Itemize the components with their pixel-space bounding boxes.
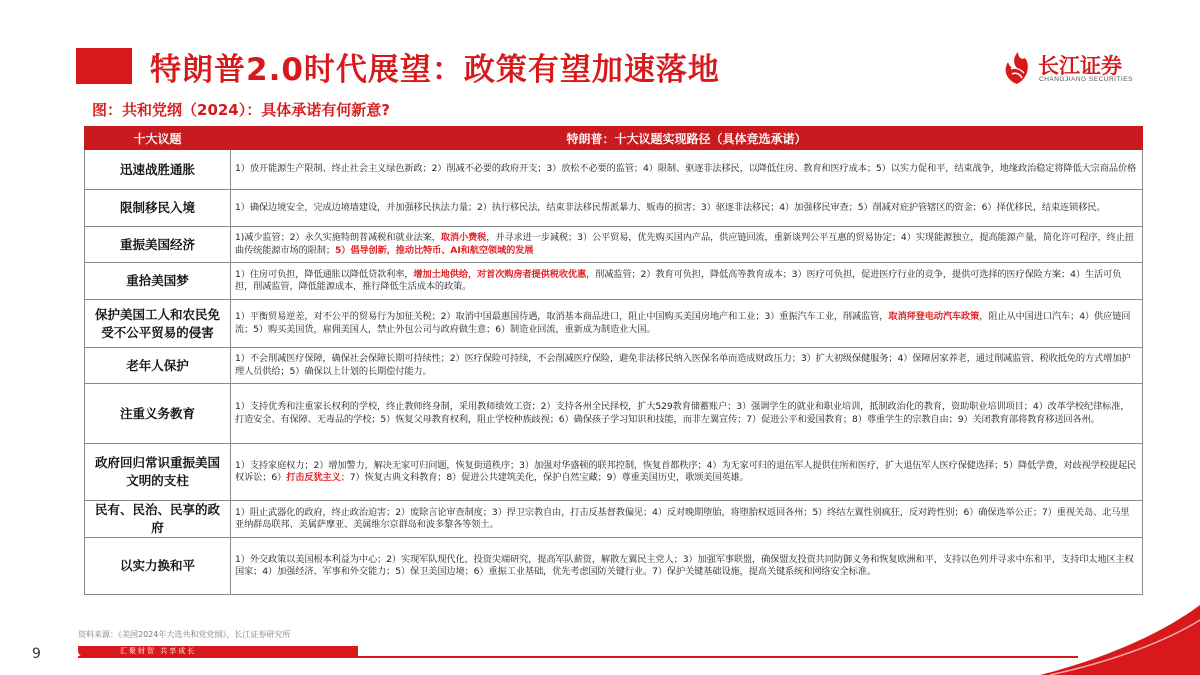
table-row [85,227,1143,263]
detail-text: 1）平衡贸易逆差，对不公平的贸易行为加征关税；2）取消中国最惠国待遇，取消基本商品进口，阻止中国购买美国房地产和工业；3）重振汽车工业，削减监管， [235,311,889,322]
row-topic: 注重义务教育 [85,384,231,444]
highlighted-text: 打击反犹主义 [286,472,341,483]
row-detail [231,263,1143,300]
row-topic: 以实力换和平 [85,538,231,595]
row-detail [231,190,1143,227]
row-detail [231,227,1143,263]
row-topic: 民有、民治、民享的政府 [85,501,231,538]
detail-text: 1)减少监管；2）永久实施特朗普减税和就业法案， [235,232,441,243]
table-body [85,150,1143,595]
table-row [85,150,1143,190]
footer-swoosh-decoration [1040,600,1200,675]
table-row [85,263,1143,300]
row-detail [231,444,1143,501]
row-detail [231,501,1143,538]
highlighted-text: 取消小费税 [440,232,487,243]
row-detail [231,150,1143,190]
detail-text: 1）放开能源生产限制、终止社会主义绿色新政；2）削减不必要的政府开支；3）放松不必要的监管；4）限制、驱逐非法移民，以降低住房、教育和医疗成本；5）以实力促和平，结束战争，地缘政治稳定将降低大宗商品价格 [235,163,1137,175]
table-row [85,444,1143,501]
detail-text: ，阻止从中国进口汽车；4）供应链回流；5）购买美国货，雇佣美国人，禁止外包公司与政府做生意；6）制造业回流，重新成为制造业大国。 [235,311,1131,335]
header-topic: 十大议题 [85,127,231,150]
header-path: 特朗普：十大议题实现路径（具体竞选承诺） [231,127,1143,150]
table-row [85,384,1143,444]
row-topic: 保护美国工人和农民免受不公平贸易的侵害 [85,300,231,348]
row-topic: 老年人保护 [85,348,231,384]
detail-text: 1）不会削减医疗保障，确保社会保障长期可持续性；2）医疗保险可持续，不会削减医疗保险，避免非法移民纳入医保名单而造成财政压力；3）扩大初级保健服务；4）保障居家养老，通过削减监管、税收抵免的方式增加护理人员供给；5）确保以上计划的长期偿付能力。 [235,353,1131,377]
detail-text: 1）支持优秀和注重家长权利的学校，终止教师终身制，采用教师绩效工资；2）支持各州全民择校，扩大529教育储蓄账户；3）强调学生的就业和职业培训，抵制政治化的教育，资助职业培训项目；4）改革学校纪律标准，打造安全、有保障、无毒品的学校；5）恢复父母教育权利，阻止学校种族歧视；6）确保孩子学习知识和技能，而非左翼宣传；7）促进公平和爱国教育；8）尊重学生的宗教自由；9）关闭教育部将教育移送回各州。 [235,401,1130,425]
highlighted-text: 增加土地供给，对首次购房者提供税收优惠 [413,268,587,280]
detail-text: 1）确保边境安全，完成边境墙建设，并加强移民执法力量；2）执行移民法，结束非法移民帮派暴力、贩毒的损害；3）驱逐非法移民；4）加强移民审查；5）削减对庇护管辖区的资金；6）择优移民，结束连锁移民。 [235,201,1106,213]
detail-text: 1）外交政策以美国根本利益为中心；2）实现军队现代化，投资尖端研究，提高军队薪资，解散左翼民主党人；3）加强军事联盟，确保盟友投资共同防御义务和恢复欧洲和平，支持以色列并寻求中东和平，支持印太地区主权国家；4）加强经济、军事和外交能力；5）保卫美国边境；6）重振工业基础，优先考虑国防关键行业。7）保护关键基础设施，提高关键系统和网络安全标准。 [235,553,1134,577]
company-logo [1000,48,1150,88]
logo-name-cn: 长江证券 [1038,54,1122,78]
row-detail [231,538,1143,595]
detail-text: 1）阻止武器化的政府，终止政治迫害；2）废除言论审查制度；3）捍卫宗教自由，打击反基督教偏见；4）反对晚期堕胎，将堕胎权返回各州；5）终结左翼性别疯狂，反对跨性别；6）确保选举公正；7）重视关岛、北马里亚纳群岛联邦、美属萨摩亚、美属维尔京群岛和波多黎各等领土。 [235,506,1130,530]
table-header-row [85,127,1143,150]
detail-text: 1）支持家庭权力；2）增加警力，解决无家可归问题，恢复街道秩序；3）加强对华盛顿的联邦控制，恢复首都秩序；4）为无家可归的退伍军人提供住所和医疗，扩大退伍军人医疗保健选择；5）降低学费，对歧视学校提起民权诉讼；6） [235,459,1137,483]
highlighted-text: 5）倡导创新，推动比特币、AI和航空领域的发展 [334,244,534,256]
row-detail [231,348,1143,384]
table-row [85,501,1143,538]
table-row [85,538,1143,595]
highlighted-text: 取消拜登电动汽车政策 [888,311,980,322]
row-topic: 政府回归常识重振美国文明的支柱 [85,444,231,501]
agenda-table [84,126,1143,595]
title-accent-bar [76,48,132,84]
source-note: 资料来源：《美国2024年大选共和党党纲》，长江证券研究所 [78,630,291,639]
row-topic: 限制移民入境 [85,190,231,227]
row-topic: 重拾美国梦 [85,263,231,300]
figure-caption: 图：共和党纲（2024）：具体承诺有何新意? [92,101,390,119]
page-number: 9 [32,646,41,662]
detail-text: ，并寻求进一步减税；3）公平贸易，优先购买国内产品，供应链回流，重新谈判公平互惠的贸易协定；4）实现能源独立，提高能源产量，简化许可程序，终止扭曲传统能源市场的限制； [235,232,1134,256]
detail-text: 1）住房可负担，降低通胀以降低贷款利率， [235,268,414,280]
table-row [85,300,1143,348]
row-detail [231,384,1143,444]
table-row [85,348,1143,384]
footer-slogan: 汇聚财智 共享成长 [120,647,197,655]
page-title: 特朗普2.0时代展望：政策有望加速落地 [150,52,720,88]
detail-text: ，削减监管；2）教育可负担，降低高等教育成本；3）医疗可负担，促进医疗行业的竞争，提供可选择的医疗保险方案；4）生活可负担，削减监管，降低能源成本，推行降低生活成本的政策。 [235,268,1122,292]
row-topic: 重振美国经济 [85,227,231,263]
row-detail [231,300,1143,348]
logo-phoenix-icon [1000,48,1034,86]
logo-name-en: CHANGJIANG SECURITIES [1039,76,1133,83]
row-topic: 迅速战胜通胀 [85,150,231,190]
detail-text: ；7）恢复古典文科教育；8）促进公共建筑美化，保护自然宝藏；9）尊重美国历史，歌颂美国英雄。 [340,472,749,483]
table-row [85,190,1143,227]
